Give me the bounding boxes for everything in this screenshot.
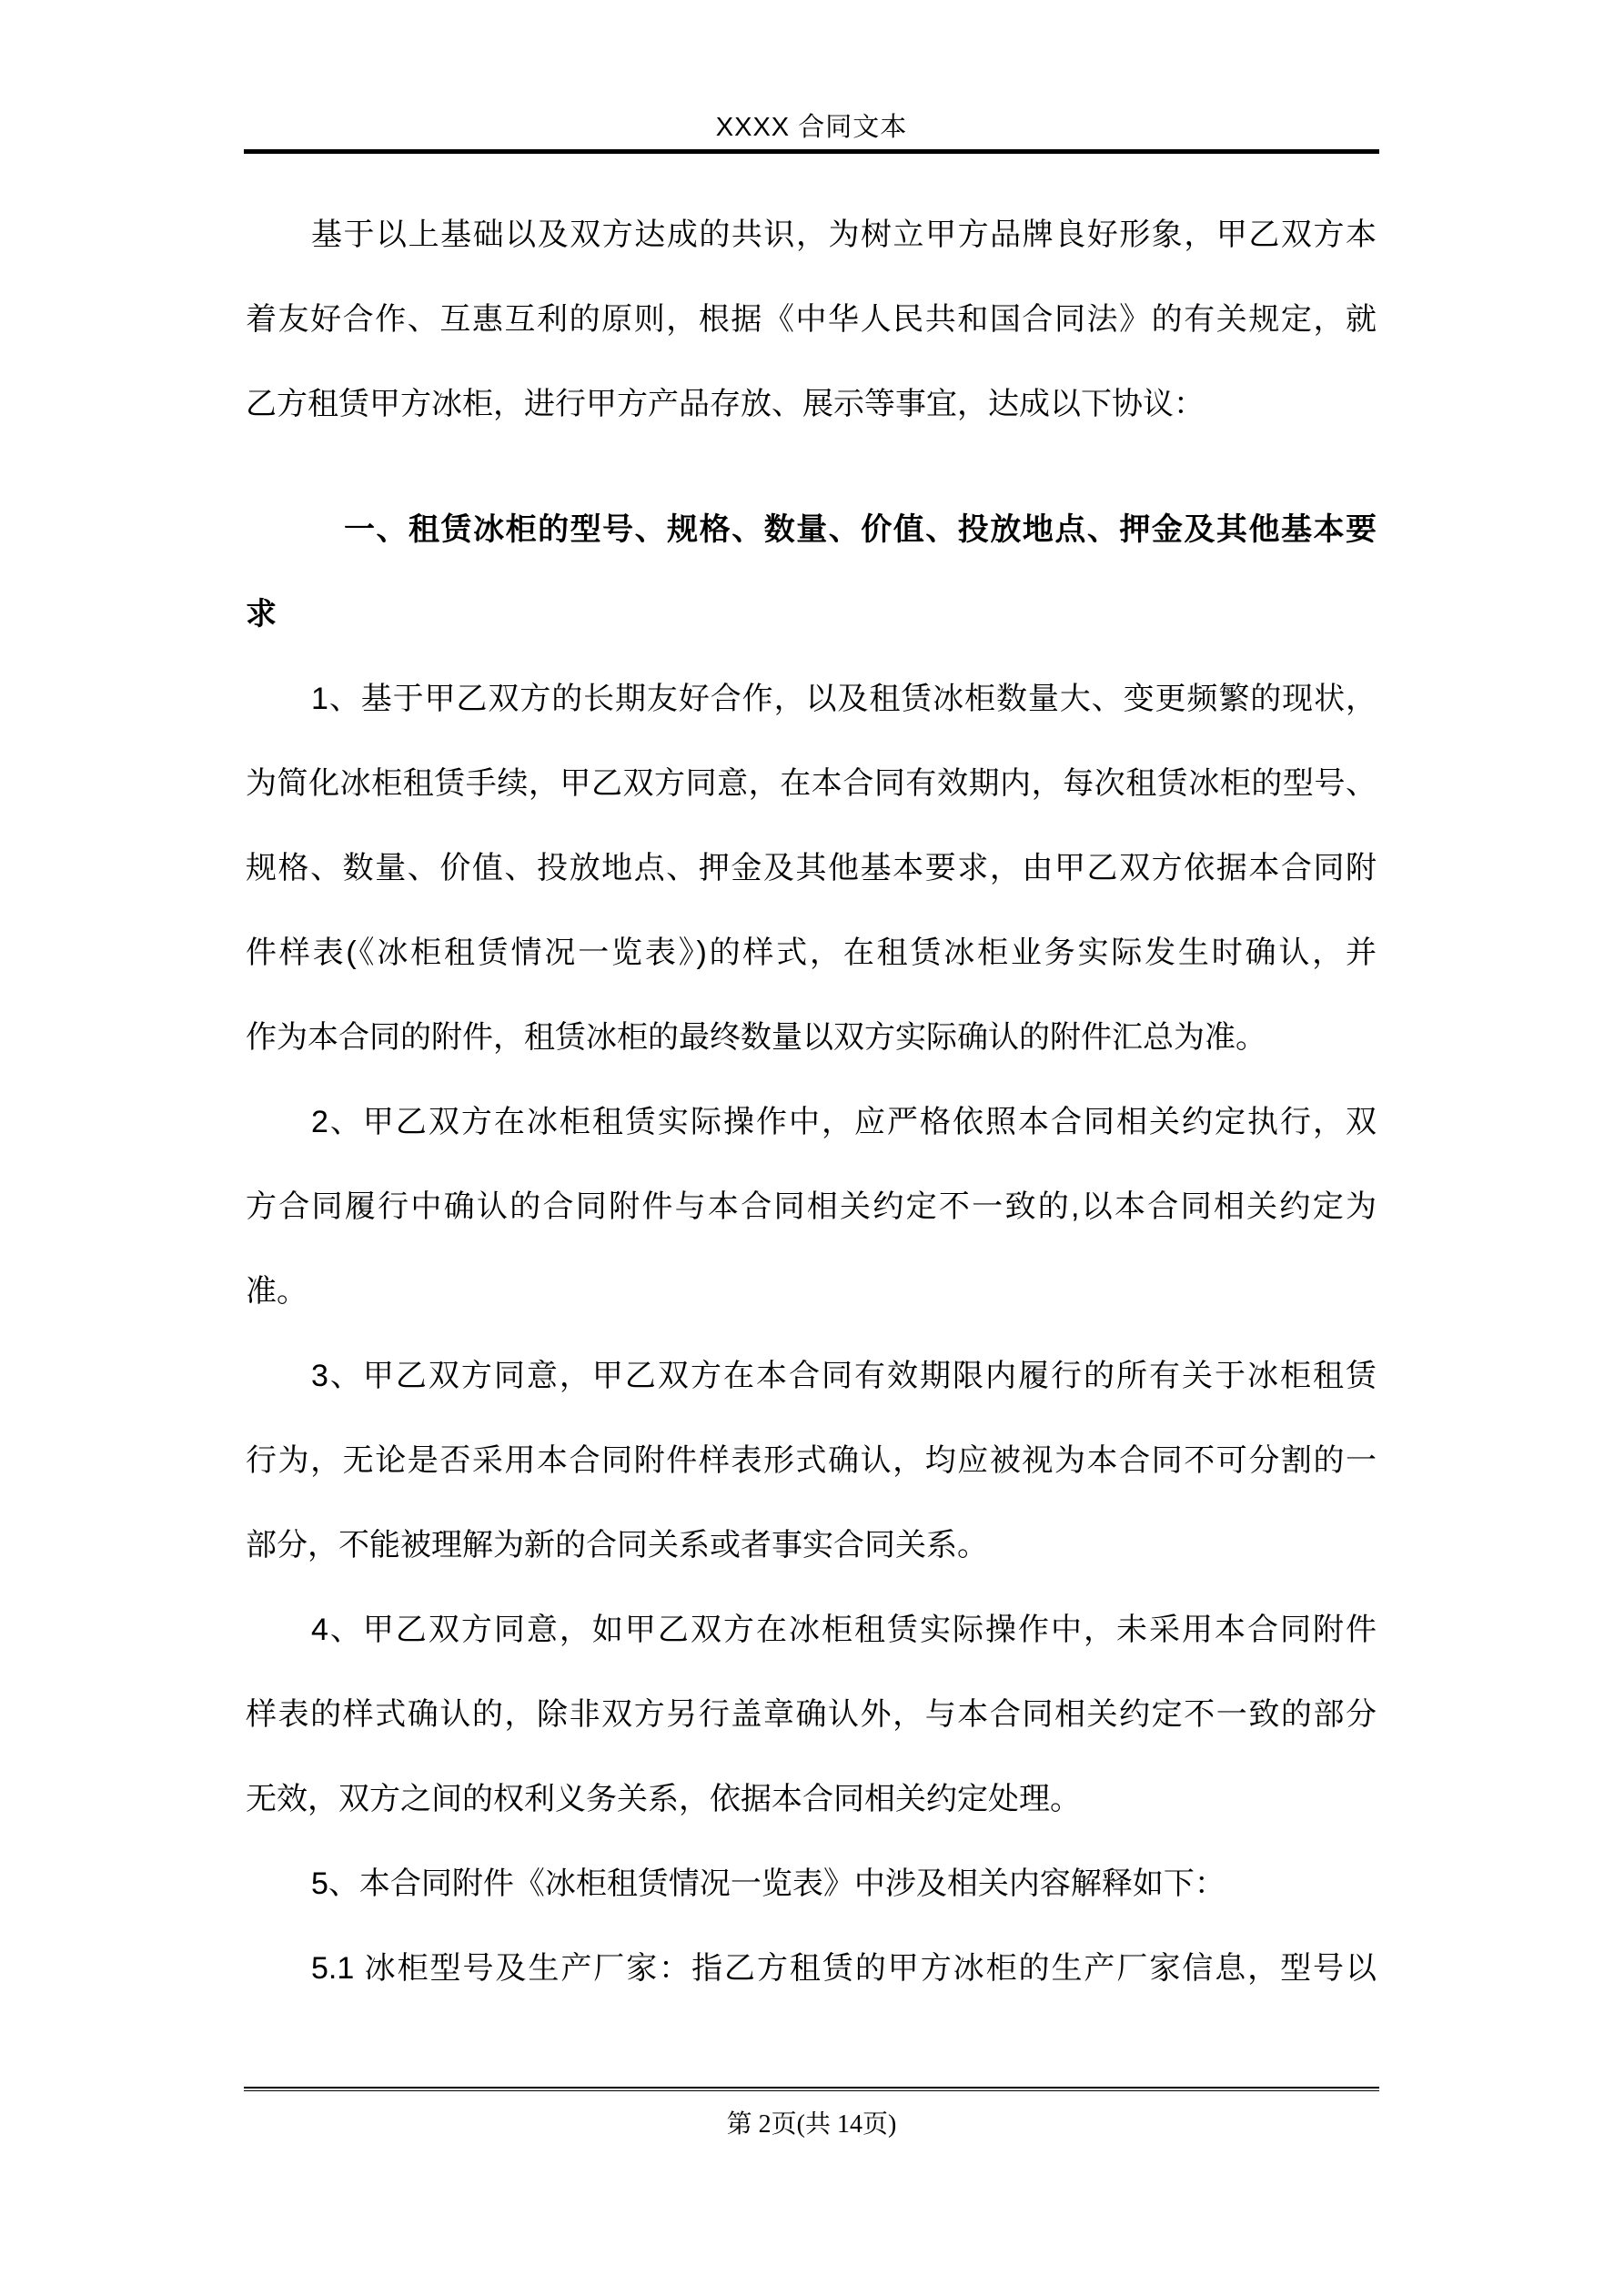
header-title: XXXX 合同文本 — [715, 113, 908, 142]
text-line: 作为本合同的附件，租赁冰柜的最终数量以双方实际确认的附件汇总为准。 — [246, 1020, 1266, 1055]
text-line: 5.1 冰柜型号及生产厂家：指乙方租赁的甲方冰柜的生产厂家信息，型号以 — [311, 1951, 1377, 1986]
paragraph-7 — [246, 1842, 1377, 1927]
paragraph-3 — [246, 657, 1377, 1080]
section-heading — [246, 488, 1377, 657]
text-line: 部分，不能被理解为新的合同关系或者事实合同关系。 — [246, 1528, 988, 1563]
paragraph-4 — [246, 1080, 1377, 1334]
text-line: 4、甲乙双方同意，如甲乙双方在冰柜租赁实际操作中，未采用本合同附件 — [311, 1613, 1377, 1647]
text-line: 基于以上基础以及双方达成的共识，为树立甲方品牌良好形象，甲乙双方本 — [311, 217, 1377, 252]
text-line: 1、基于甲乙双方的长期友好合作，以及租赁冰柜数量大、变更频繁的现状， — [311, 682, 1377, 716]
document-body — [246, 193, 1377, 2011]
text-line: 行为，无论是否采用本合同附件样表形式确认，均应被视为本合同不可分割的一 — [246, 1443, 1377, 1478]
page-number: 第 2页(共 14页) — [726, 2110, 897, 2139]
text-line: 件样表(《冰柜租赁情况一览表》)的样式，在租赁冰柜业务实际发生时确认，并 — [246, 936, 1377, 970]
paragraph-8 — [246, 1927, 1377, 2011]
text-line: 2、甲乙双方在冰柜租赁实际操作中，应严格依照本合同相关约定执行，双 — [311, 1105, 1377, 1139]
text-line: 方合同履行中确认的合同附件与本合同相关约定不一致的,以本合同相关约定为 — [246, 1189, 1377, 1224]
text-line: 一、租赁冰柜的型号、规格、数量、价值、投放地点、押金及其他基本要 — [344, 512, 1377, 547]
paragraph-6 — [246, 1588, 1377, 1842]
text-line: 着友好合作、互惠互利的原则，根据《中华人民共和国合同法》的有关规定，就 — [246, 302, 1377, 337]
header-rule — [244, 149, 1379, 154]
paragraph-1 — [246, 193, 1377, 447]
text-line: 样表的样式确认的，除非双方另行盖章确认外，与本合同相关约定不一致的部分 — [246, 1697, 1377, 1732]
text-line: 乙方租赁甲方冰柜，进行甲方产品存放、展示等事宜，达成以下协议： — [246, 387, 1205, 421]
footer-rule — [244, 2087, 1379, 2091]
text-line: 求 — [246, 597, 277, 632]
paragraph-5 — [246, 1334, 1377, 1588]
text-line: 准。 — [246, 1274, 308, 1309]
text-line: 为简化冰柜租赁手续，甲乙双方同意，在本合同有效期内，每次租赁冰柜的型号、 — [246, 766, 1377, 801]
text-line: 无效，双方之间的权利义务关系，依据本合同相关约定处理。 — [246, 1782, 1081, 1816]
text-line: 规格、数量、价值、投放地点、押金及其他基本要求，由甲乙双方依据本合同附 — [246, 851, 1377, 885]
text-line: 3、甲乙双方同意，甲乙双方在本合同有效期限内履行的所有关于冰柜租赁 — [311, 1359, 1377, 1393]
text-line: 5、本合同附件《冰柜租赁情况一览表》中涉及相关内容解释如下： — [311, 1866, 1226, 1901]
